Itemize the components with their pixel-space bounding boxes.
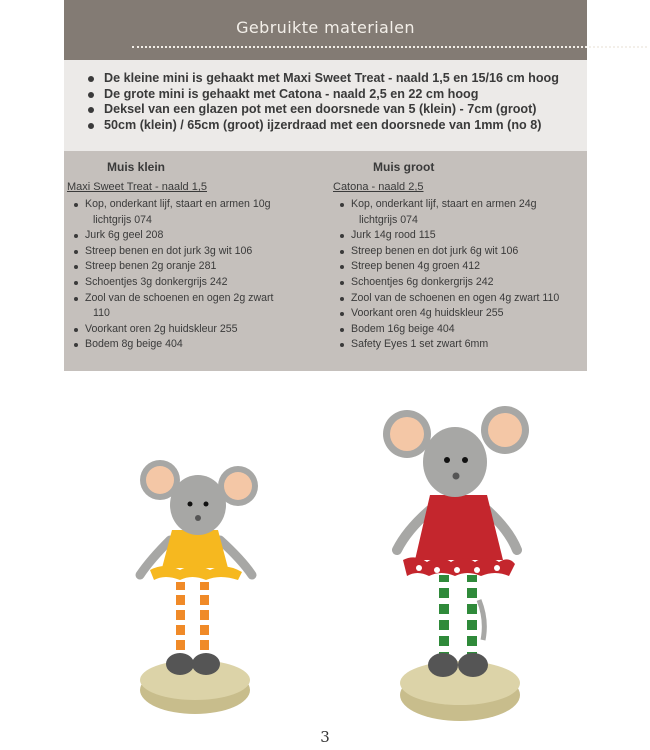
material-text: Streep benen 2g oranje 281 xyxy=(85,260,217,273)
material-item xyxy=(71,244,273,260)
small-mouse-photo xyxy=(120,450,275,730)
material-text: Zool van de schoenen en ogen 4g zwart 110 xyxy=(351,291,560,304)
large-tail xyxy=(479,600,484,640)
section-title: Gebruikte materialen xyxy=(236,18,415,37)
material-item xyxy=(337,259,559,275)
material-text: Jurk 14g rood 115 xyxy=(351,229,436,242)
material-item xyxy=(337,306,559,322)
material-text: Voorkant oren 4g huidskleur 255 xyxy=(351,307,504,320)
small-dress-ruffle xyxy=(150,566,242,580)
material-text: Safety Eyes 1 set zwart 6mm xyxy=(351,338,489,351)
small-dress xyxy=(162,530,228,568)
intro-item: 50cm (klein) / 65cm (groot) ijzerdraad met een doorsnede van 1mm (no 8) xyxy=(86,118,559,134)
material-item xyxy=(337,291,559,307)
large-mouse-yarn: Catona - naald 2,5 xyxy=(333,181,424,193)
small-head xyxy=(170,475,226,535)
material-text: Schoentjes 6g donkergrijs 242 xyxy=(351,275,494,288)
material-text: Bodem 8g beige 404 xyxy=(85,338,183,351)
large-head xyxy=(423,427,487,497)
intro-box xyxy=(64,60,587,151)
material-text-cont: lichtgrijs 074 xyxy=(93,213,152,226)
material-item xyxy=(71,197,273,228)
material-item xyxy=(71,291,273,322)
material-text: Kop, onderkant lijf, staart en armen 24g xyxy=(351,198,537,210)
material-text: Voorkant oren 2g huidskleur 255 xyxy=(85,322,238,335)
intro-item: Deksel van een glazen pot met een doorsnede van 5 (klein) - 7cm (groot) xyxy=(86,102,559,118)
material-text: Bodem 16g beige 404 xyxy=(351,322,455,335)
material-item xyxy=(337,197,559,228)
large-shoe-left xyxy=(428,653,458,677)
large-mouse-materials xyxy=(337,197,559,353)
page-number: 3 xyxy=(320,728,330,746)
intro-item: De grote mini is gehaakt met Catona - naald 2,5 en 22 cm hoog xyxy=(86,87,559,103)
large-dress xyxy=(415,495,503,560)
small-shoe-right xyxy=(192,653,220,675)
large-mouse-photo xyxy=(375,400,540,730)
material-text: Schoentjes 3g donkergrijs 242 xyxy=(85,275,228,288)
material-item xyxy=(337,275,559,291)
material-item xyxy=(71,337,273,353)
material-text-cont: 110 xyxy=(93,307,110,320)
material-text: Streep benen en dot jurk 6g wit 106 xyxy=(351,244,519,257)
intro-item: De kleine mini is gehaakt met Maxi Sweet Treat - naald 1,5 en 15/16 cm hoog xyxy=(86,71,559,87)
small-mouse-materials xyxy=(71,197,273,353)
materials-box xyxy=(64,151,587,371)
large-shoe-right xyxy=(458,653,488,677)
material-item xyxy=(71,259,273,275)
dotted-divider xyxy=(132,46,647,48)
material-text: Jurk 6g geel 208 xyxy=(85,229,164,242)
large-mouse-title: Muis groot xyxy=(373,160,435,174)
intro-list xyxy=(86,71,559,133)
small-mouse-yarn: Maxi Sweet Treat - naald 1,5 xyxy=(67,181,208,193)
material-item xyxy=(337,244,559,260)
small-shoe-left xyxy=(166,653,194,675)
material-text-cont: lichtgrijs 074 xyxy=(359,213,418,226)
material-item xyxy=(71,322,273,338)
material-text: Kop, onderkant lijf, staart en armen 10g xyxy=(85,198,271,210)
material-item xyxy=(337,337,559,353)
material-item xyxy=(71,228,273,244)
material-text: Streep benen 4g groen 412 xyxy=(351,260,480,273)
small-mouse-title: Muis klein xyxy=(107,160,166,174)
section-header xyxy=(64,0,587,60)
material-item xyxy=(337,322,559,338)
material-item xyxy=(337,228,559,244)
material-text: Streep benen en dot jurk 3g wit 106 xyxy=(85,244,253,257)
material-item xyxy=(71,275,273,291)
material-text: Zool van de schoenen en ogen 2g zwart xyxy=(85,291,274,304)
